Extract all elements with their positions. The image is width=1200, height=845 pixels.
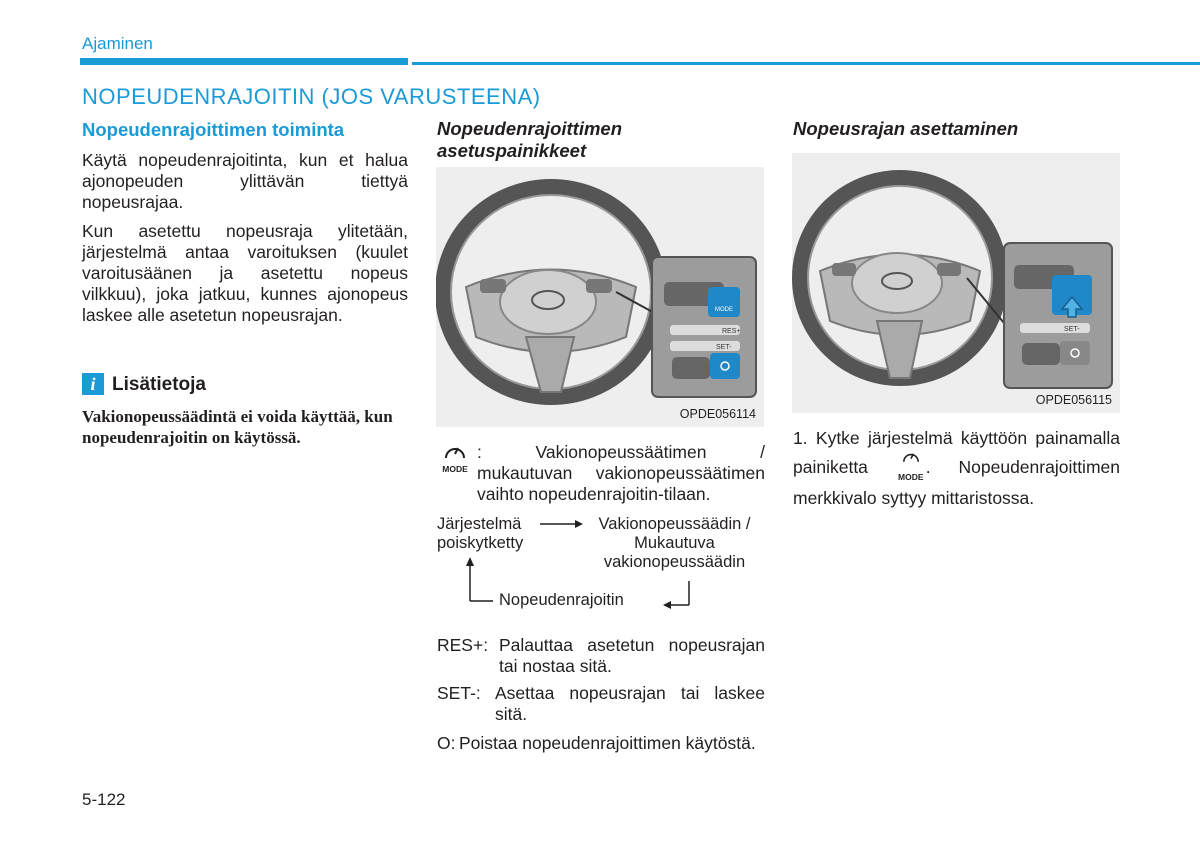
steering-wheel-illustration-2 bbox=[792, 153, 1120, 413]
section-label: Ajaminen bbox=[82, 34, 153, 53]
set-limit-heading: Nopeusrajan asettaminen bbox=[793, 118, 1019, 139]
step-1-text-b: . Nopeudenrajoittimen merkkivalo syttyy mittaristossa. bbox=[793, 457, 1120, 508]
node-cruise-line1: Vakionopeussäädin / bbox=[598, 515, 751, 533]
node-cruise-line2: Mukautuva bbox=[634, 534, 715, 552]
def-off bbox=[437, 733, 767, 777]
info-text: Vakionopeussäädintä ei voida käyttää, kun nopeudenrajoitin on käytössä. bbox=[82, 407, 393, 447]
info-title: Lisätietoja bbox=[112, 374, 206, 395]
mode-description-text: : Vakionopeussäätimen / mukautuvan vakionopeussäätimen vaihto nopeudenrajoitin-tilaan. bbox=[477, 442, 765, 504]
node-system-off-line1: Järjestelmä bbox=[437, 515, 522, 533]
intro-paragraph: Käytä nopeudenrajoitinta, kun et halua ajonopeuden ylittävän tiettyä nopeusrajaa. bbox=[82, 150, 408, 212]
set-button-label: SET- bbox=[716, 344, 732, 351]
mode-icon-inline bbox=[896, 449, 926, 488]
node-speed-limiter: Nopeudenrajoitin bbox=[499, 591, 624, 609]
step-1-text-a: 1. Kytke järjestelmä käyttöön painamalla painiketta bbox=[793, 428, 1120, 478]
figure-code-2: OPDE056115 bbox=[1035, 393, 1112, 407]
mode-icon bbox=[437, 442, 473, 474]
def-res-text: Palauttaa asetetun nopeusrajan tai nostaa sitä. bbox=[499, 635, 765, 676]
button-definitions bbox=[437, 635, 767, 777]
figure-code: OPDE056114 bbox=[679, 407, 756, 421]
def-set bbox=[437, 683, 767, 733]
section-subtitle: Nopeudenrajoittimen toiminta bbox=[82, 119, 345, 140]
step-1 bbox=[793, 428, 1120, 509]
def-set-text: Asettaa nopeusrajan tai laskee sitä. bbox=[495, 683, 765, 724]
def-off-key: O: bbox=[437, 733, 456, 753]
def-res bbox=[437, 635, 767, 679]
info-header bbox=[82, 373, 412, 397]
def-set-key: SET-: bbox=[437, 683, 481, 703]
steering-wheel-figure bbox=[436, 167, 764, 427]
steering-wheel-illustration bbox=[436, 167, 764, 427]
header-bar-thick bbox=[80, 58, 408, 65]
node-system-off-line2: poiskytketty bbox=[437, 534, 524, 552]
def-res-key: RES+: bbox=[437, 635, 489, 655]
info-icon: i bbox=[82, 373, 104, 395]
flow-arrows bbox=[437, 515, 767, 615]
steering-wheel-figure-2 bbox=[792, 153, 1120, 413]
col1-body bbox=[82, 150, 408, 334]
header-bar-thin bbox=[412, 62, 1200, 65]
page-number: 5-122 bbox=[82, 790, 126, 809]
node-cruise-line3: vakionopeussäädin bbox=[603, 553, 746, 571]
mode-flow-diagram bbox=[437, 515, 767, 615]
mode-icon-label: MODE bbox=[442, 464, 468, 474]
def-off-text: Poistaa nopeudenrajoittimen käytöstä. bbox=[459, 733, 756, 753]
mode-icon-inline-label: MODE bbox=[898, 472, 924, 482]
res-button-label: RES+ bbox=[722, 328, 741, 335]
warning-paragraph: Kun asetettu nopeusraja ylitetään, järjestelmä antaa varoituksen (kuulet varoitusäänen ja asetettu nopeus vilkkuu), joka jatkuu, kunnes ajonopeus laskee alle asetetun nopeusrajan. bbox=[82, 221, 408, 325]
page-title: NOPEUDENRAJOITIN (JOS VARUSTEENA) bbox=[82, 84, 541, 109]
mode-button-label: MODE bbox=[715, 307, 733, 313]
set-button-label-2: SET- bbox=[1064, 326, 1080, 333]
buttons-heading: Nopeudenrajoittimen asetuspainikkeet bbox=[437, 118, 623, 161]
